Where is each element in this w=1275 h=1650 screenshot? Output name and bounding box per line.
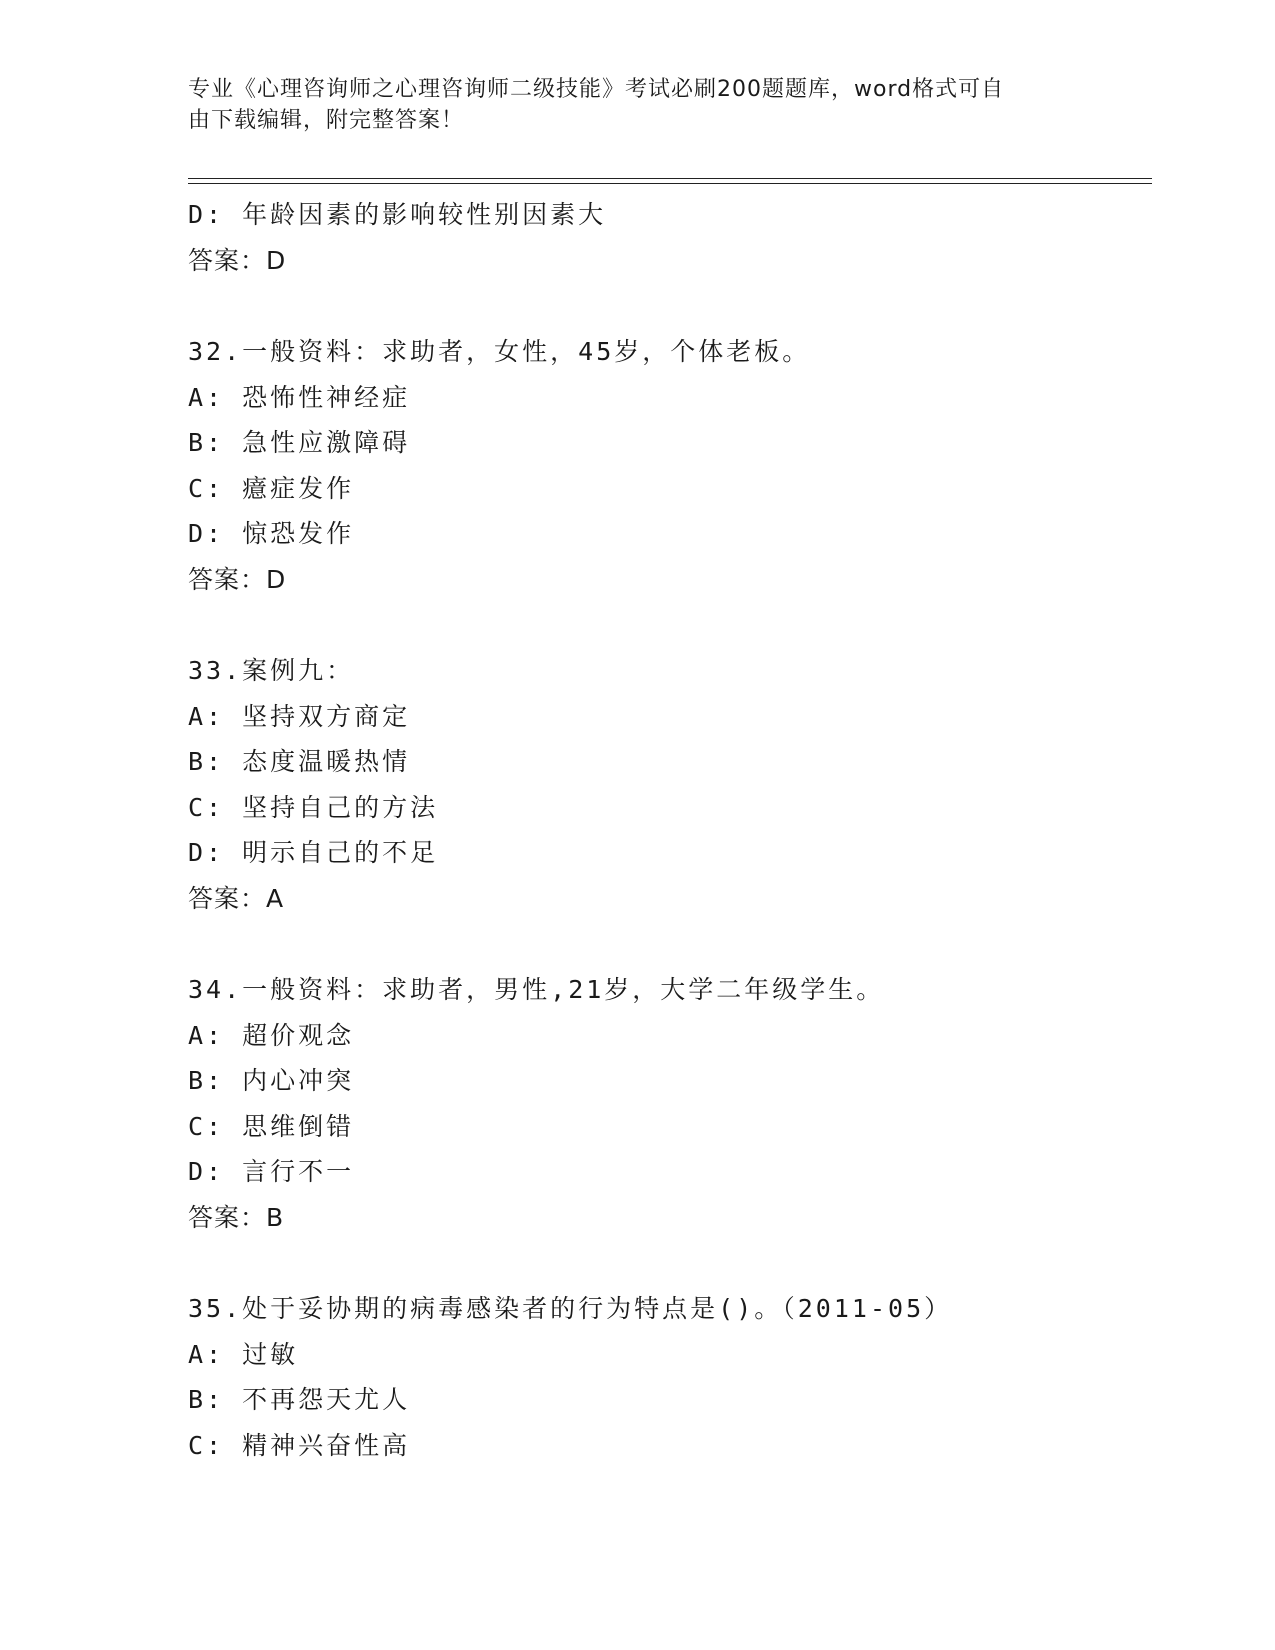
option-c: C: 精神兴奋性高 (188, 1430, 411, 1460)
answer-line: 答案：D (188, 245, 287, 275)
question-31-tail (188, 192, 1148, 283)
question-33 (188, 648, 1148, 921)
answer-line: 答案：B (188, 1202, 285, 1232)
spacer (188, 602, 1148, 648)
option-a: A: 过敏 (188, 1339, 299, 1369)
question-35 (188, 1286, 1148, 1468)
spacer (188, 283, 1148, 329)
answer-line: 答案：D (188, 564, 287, 594)
answer-line: 答案：A (188, 883, 285, 913)
document-header (188, 74, 1088, 136)
question-stem: 34.一般资料：求助者，男性,21岁，大学二年级学生。 (188, 975, 885, 1004)
option-d: D: 明示自己的不足 (188, 838, 439, 867)
option-d: D: 年龄因素的影响较性别因素大 (188, 200, 607, 229)
spacer (188, 1240, 1148, 1286)
question-stem: 35.处于妥协期的病毒感染者的行为特点是()。（2011-05） (188, 1294, 953, 1323)
option-d: D: 惊恐发作 (188, 519, 355, 548)
question-34 (188, 967, 1148, 1240)
option-b: B: 急性应激障碍 (188, 428, 411, 457)
option-c: C: 坚持自己的方法 (188, 792, 439, 822)
question-stem: 33.案例九： (188, 656, 355, 685)
option-a: A: 恐怖性神经症 (188, 382, 411, 412)
option-d: D: 言行不一 (188, 1157, 355, 1186)
option-b: B: 不再怨天尤人 (188, 1385, 411, 1414)
option-c: C: 癔症发作 (188, 473, 355, 503)
option-c: C: 思维倒错 (188, 1111, 355, 1141)
spacer (188, 921, 1148, 967)
header-divider-top (188, 178, 1152, 179)
header-line-1: 专业《心理咨询师之心理咨询师二级技能》考试必刷200题题库，word格式可自 (188, 77, 1005, 102)
question-list (188, 192, 1148, 1468)
question-32 (188, 329, 1148, 602)
question-stem: 32.一般资料：求助者，女性，45岁，个体老板。 (188, 337, 811, 366)
option-b: B: 态度温暖热情 (188, 747, 411, 776)
header-divider-bottom (188, 183, 1152, 184)
option-a: A: 坚持双方商定 (188, 701, 411, 731)
option-b: B: 内心冲突 (188, 1066, 355, 1095)
header-line-2: 由下载编辑，附完整答案！ (188, 108, 465, 133)
option-a: A: 超价观念 (188, 1020, 355, 1050)
